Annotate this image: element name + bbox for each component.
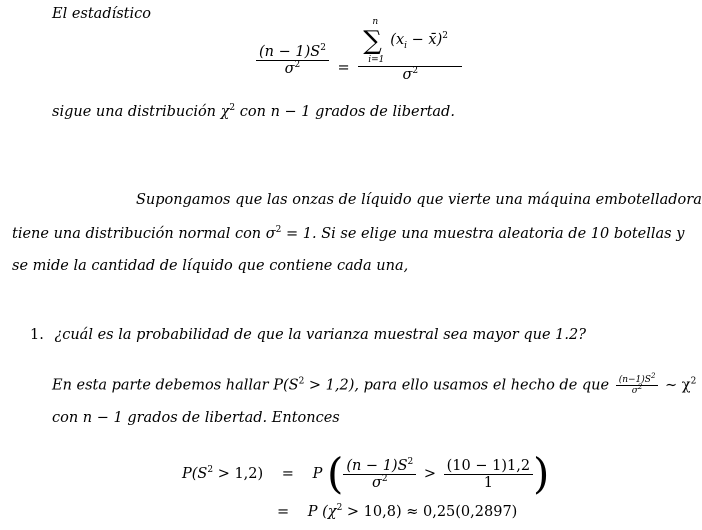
question-number: 1. (30, 327, 44, 343)
sum-symbol: ∑ (363, 26, 382, 56)
row1-fraction-2: $\frac{(10 - 1)1,2}{1}$ (444, 458, 533, 491)
solution-line-2: con n − 1 grados de libertad. Entonces (52, 410, 340, 426)
distribution-line: sigue una distribución $\chi^2$ con n − 1 grados de libertad. (52, 103, 455, 120)
lhs-numerator-exponent: 2 (320, 43, 326, 54)
inline-fraction: $\frac{(n-1)S^2}{\sigma^2}$ (616, 375, 659, 396)
lhs-denominator-exponent: 2 (294, 60, 301, 71)
row1-fraction-1: $\frac{(n - 1)S^2}{\sigma^2}$ (343, 458, 416, 491)
problem-line-3: se mide la cantidad de líquido que contiene cada una, (12, 258, 409, 274)
equation-row-1 (182, 449, 550, 498)
statistic-lhs-fraction (256, 44, 329, 77)
question-item (30, 327, 586, 343)
solution-line-1: En esta parte debemos hallar $P(S^2 > 1,2)$, para ello usamos el hecho de que $\frac{(n-1)S^2}{\sigma^2}$ ∼ $\chi^2$ (52, 372, 697, 396)
statistic-equals: = (337, 60, 350, 76)
row1-probability: P (312, 466, 323, 482)
lhs-numerator: (n − 1)S (259, 44, 321, 60)
problem-line-2: tiene una distribución normal con $\sigma^2 = 1$. Si se elige una muestra aleatoria de 10 botellas y (12, 225, 685, 242)
intro-label: El estadístico (52, 6, 152, 22)
equation-row-2 (277, 504, 517, 520)
row1-greater-than: > (423, 466, 437, 482)
problem-line-1: Supongamos que las onzas de líquido que vierte una máquina embotelladora (136, 192, 702, 208)
statistic-equation (256, 18, 462, 83)
row1-left-paren: ( (326, 449, 344, 498)
rhs-denominator-exponent: 2 (412, 66, 419, 77)
sum-term: ($x_i$ − x̄)$^2$ (390, 31, 448, 51)
row2-expression: P $(\chi^2 > 10,8) \approx 0,25(0,2897)$ (307, 503, 518, 520)
row1-equals: = (281, 466, 294, 482)
row2-equals: = (277, 504, 290, 520)
statistic-rhs-fraction (358, 18, 462, 83)
rhs-denominator: σ (402, 67, 413, 83)
row1-lhs: $P(S^2 > 1,2)$ (182, 465, 264, 482)
lhs-denominator: σ (284, 61, 295, 77)
sum-upper-limit: n (372, 17, 379, 27)
question-text: ¿cuál es la probabilidad de que la varianza muestral sea mayor que 1.2? (54, 327, 586, 343)
sum-lower-limit: i=1 (368, 55, 385, 65)
row1-right-paren: ) (533, 449, 550, 498)
